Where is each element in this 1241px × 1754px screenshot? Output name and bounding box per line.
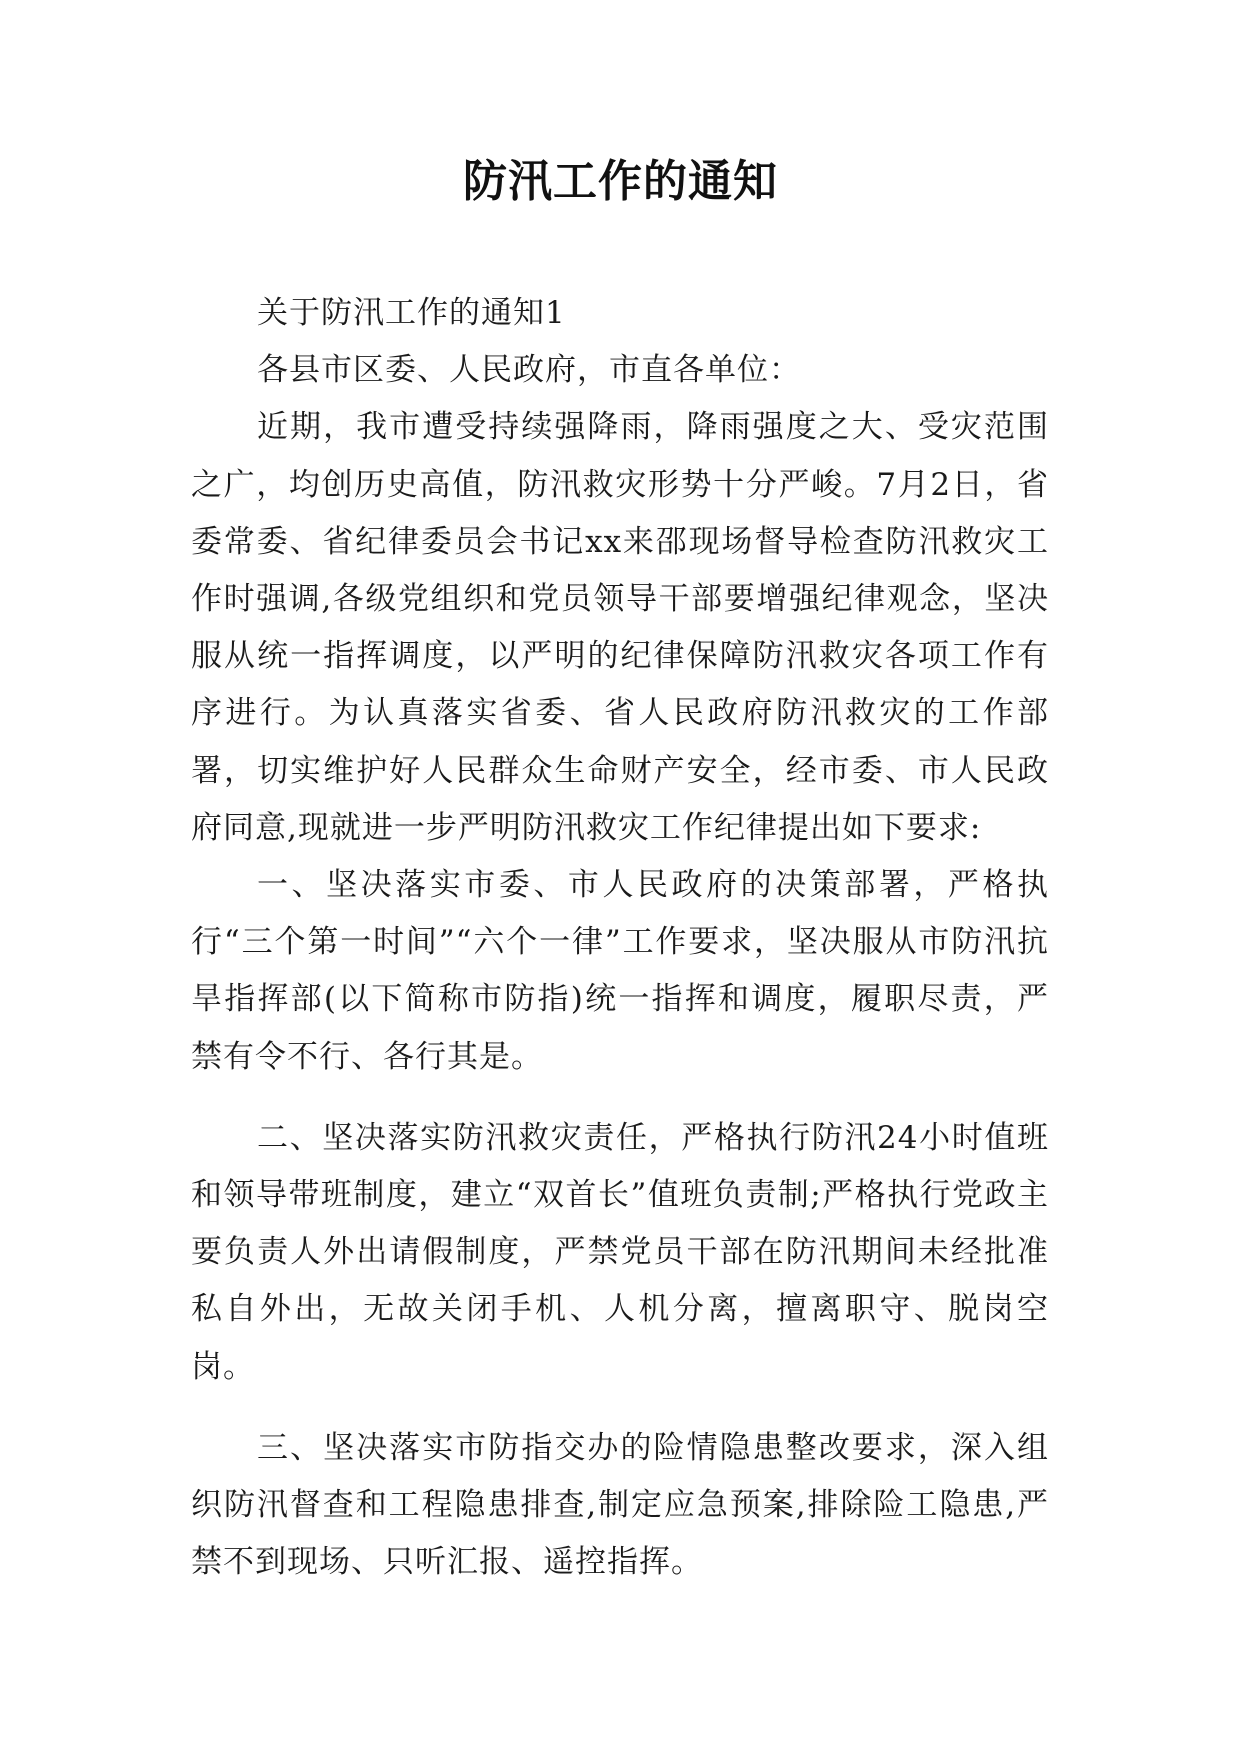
document-title: 防汛工作的通知: [463, 156, 778, 207]
paragraph-heading: 关于防汛工作的通知1: [257, 295, 566, 331]
paragraph-item-3: 三、坚决落实市防指交办的险情隐患整改要求，深入组织防汛督查和工程隐患排查,制定应急预案,排除险工隐患,严禁不到现场、只听汇报、遥控指挥。: [191, 1429, 1049, 1581]
paragraph-item-1: 一、坚决落实市委、市人民政府的决策部署，严格执行“三个第一时间”“六个一律”工作要求，坚决服从市防汛抗旱指挥部(以下简称市防指)统一指挥和调度，履职尽责，严禁有令不行、各行其是。: [191, 867, 1049, 1075]
paragraph-item-2: 二、坚决落实防汛救灾责任，严格执行防汛24小时值班和领导带班制度，建立“双首长”值班负责制;严格执行党政主要负责人外出请假制度，严禁党员干部在防汛期间未经批准私自外出，无故关闭手机、人机分离，擅离职守、脱岗空岗。: [191, 1119, 1049, 1385]
paragraph-salutation: 各县市区委、人民政府，市直各单位：: [257, 352, 801, 389]
paragraph-intro: 近期，我市遭受持续强降雨，降雨强度之大、受灾范围之广，均创历史高值，防汛救灾形势十分严峻。7月2日，省委常委、省纪律委员会书记xx来邵现场督导检查防汛救灾工作时强调,各级党组织和党员领导干部要增强纪律观念，坚决服从统一指挥调度，以严明的纪律保障防汛救灾各项工作有序进行。为认真落实省委、省人民政府防汛救灾的工作部署，切实维护好人民群众生命财产安全，经市委、市人民政府同意,现就进一步严明防汛救灾工作纪律提出如下要求:: [191, 409, 1049, 846]
document-body: [191, 285, 1049, 1591]
